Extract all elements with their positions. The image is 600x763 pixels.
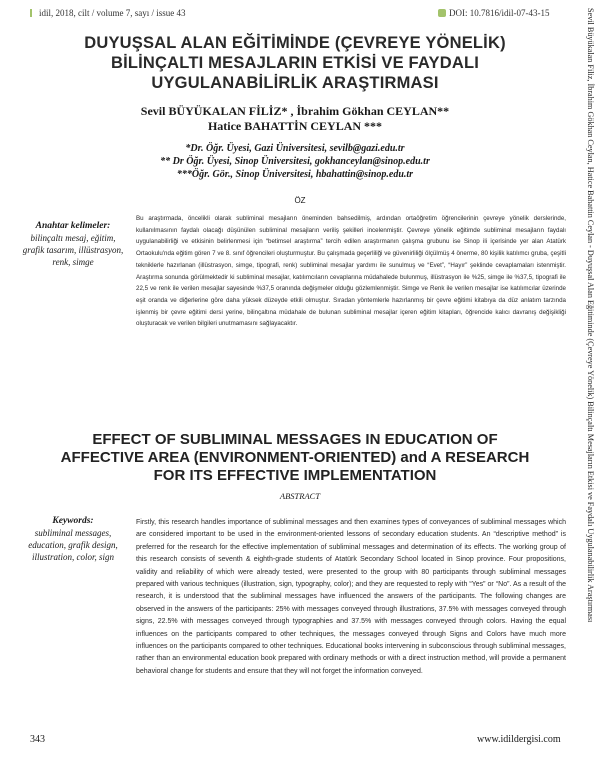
turkish-title: DUYUŞSAL ALAN EĞİTİMİNDE (ÇEVREYE YÖNELİK) BİLİNÇALTI MESAJLARIN ETKİSİ VE FAYDALI UYGULANABİLİRLİK ARAŞTIRMASI [84, 34, 506, 92]
affiliation-3: ***Öğr. Gör., Sinop Üniversitesi, hbahattin@sinop.edu.tr [176, 169, 414, 180]
affiliations [60, 142, 530, 181]
authors [60, 104, 530, 134]
turkish-abstract: Bu araştırmada, öncelikli olarak subliminal mesajların öneminden bahsedilmiş, ardından ortaöğretim öğrencilerinin çevreye yönelik derslerinde, kullanılmasının faydalı olacağı düşünülen subliminal mesajların veriliş şekilleri incelenmiştir. Çevreye yönelik eğitimde subliminal mesajların faydalı uygulanabilirliği ve etkisinin belirlenmesi için “betimsel araştırma” tercih edilen araştırmanın çalışma grubunu ise Sinop ili içerisinde yer alan Atatürk Ortaokulu'nda eğitim gören 7 ve 8. sınıf öğrencileri oluşturmuştur. Bu çalışmada geçerliliği ve güvenirliliği ölçülmüş 4 önerme, 80 kişilik katılımcı gruba, çeşitli tekniklerle hazırlanan (illüstrasyon, simge, tipografi, renk) subliminal mesajlar yardımı ile sunulmuş ve “Evet”, “Hayır” şeklinde cevaplamaları istenmiştir. Araştırma sonunda görülmektedir ki subliminal mesajlar, katılımcıların cevaplarına müdahalede bulunmuş, illüstrasyon ile %25, simge ile %37,5, tipografi ile 22,5 ve renk ile verilen mesajlar sayesinde %37,5 oranında değişmeler olduğu gözlemlenmiştir. Simge ve Renk ile verilen mesajlar ise katılımcılar üzerinde eşit oranda ve diğerlerine göre daha yüksek düzeyde etkili olmuştur. Sıradan yöntemlerle hazırlanmış bir çevre eğitimi kitabıya da düz anlatım tarzında işlenmiş bir çevre eğitimi dersi yerine, bilinçaltına müdahale de bulunan subliminal mesajlar içeren eğitim kitapları, öğrencide kalıcı davranış değişikliği oluşturacak ve verilen bilgileri unutmamasını sağlayacaktır. [136, 215, 566, 328]
running-header-right [438, 8, 550, 18]
authors-line-2: Hatice BAHATTİN CEYLAN *** [207, 119, 383, 133]
turkish-keywords-heading: Anahtar kelimeler: [35, 221, 111, 231]
header-citation: idil, 2018, cilt / volume 7, sayı / issue 43 [39, 8, 186, 18]
journal-website: www.idildergisi.com [477, 734, 561, 745]
side-running-title: Sevil Büyükalan Filiz, İbrahim Gökhan Ceylan, Hatice Bahattin Ceylan - Duyuşsal Alan Eğitiminde (Çevreye Yönelik) Bilinçaltı Mesajların Etkisi ve Faydalı Uygulanabilirlik Araştırması [586, 8, 595, 623]
page-number: 343 [30, 734, 45, 745]
turkish-keywords-terms: bilinçaltı mesaj, eğitim, grafik tasarım, illüstrasyon, renk, simge [22, 233, 124, 267]
english-title: EFFECT OF SUBLIMINAL MESSAGES IN EDUCATION OF AFFECTIVE AREA (ENVIRONMENT-ORIENTED) and A RESEARCH FOR ITS EFFECTIVE IMPLEMENTATION [60, 431, 530, 484]
oz-heading: ÖZ [294, 196, 306, 205]
affiliation-2: ** Dr Öğr. Üyesi, Sinop Üniversitesi, gokhanceylan@sinop.edu.tr [160, 156, 430, 167]
running-header-left [30, 8, 186, 18]
english-keywords [20, 515, 126, 563]
turkish-keywords [20, 220, 126, 268]
affiliation-1: *Dr. Öğr. Üyesi, Gazi Üniversitesi, sevilb@gazi.edu.tr [185, 143, 405, 154]
english-keywords-heading: Keywords: [52, 516, 94, 526]
authors-line-1: Sevil BÜYÜKALAN FİLİZ* , İbrahim Gökhan CEYLAN** [140, 104, 450, 118]
doi-icon [438, 9, 446, 17]
abstract-heading: ABSTRACT [279, 491, 321, 501]
journal-mark-icon [30, 9, 37, 17]
english-keywords-terms: subliminal messages, education, grafik design, illustration, color, sign [28, 528, 118, 562]
header-doi: DOI: 10.7816/idil-07-43-15 [449, 8, 550, 18]
english-abstract: Firstly, this research handles importance of subliminal messages and then examines types of conveyances of subliminal messages which are considered important to be used in the environment-oriented lessons of secondary education students. An “descriptive method” is preferred for the research for the effective implementation of subliminal messages and determination of its effects. The working group of this research consists of seventh & eighth-grade students of Atatürk Secondary School located in Sinop province. Four propositions, validity and reliability of which were already tested, were presented to the group with 80 participants through subliminal messages prepared with various techniques (illustration, sign, typography, color); and they are requested to reply with “Yes” or “No”. As a result of the research, it is understood that the subliminal messages have influenced the answers of the participants. The following changes are observed in the answers of the participants: 25% with messages conveyed through illustrations, 37.5% with messages conveyed through signs, 22.5% with messages conveyed through typographies and 37.5% with messages conveyed through colors. Having the equal influences on the participants compared to other techniques, the messages conveyed through Signs and Colors have much more influences on the participants compared to other techniques. Educational books intervening in subconscious through subliminal messages, rather than an environmental education book prepared with ordinary methods or with a direct instruction method, will provide a permanent behavioral change for students and ensure that they will not forget the information conveyed. [136, 519, 566, 675]
